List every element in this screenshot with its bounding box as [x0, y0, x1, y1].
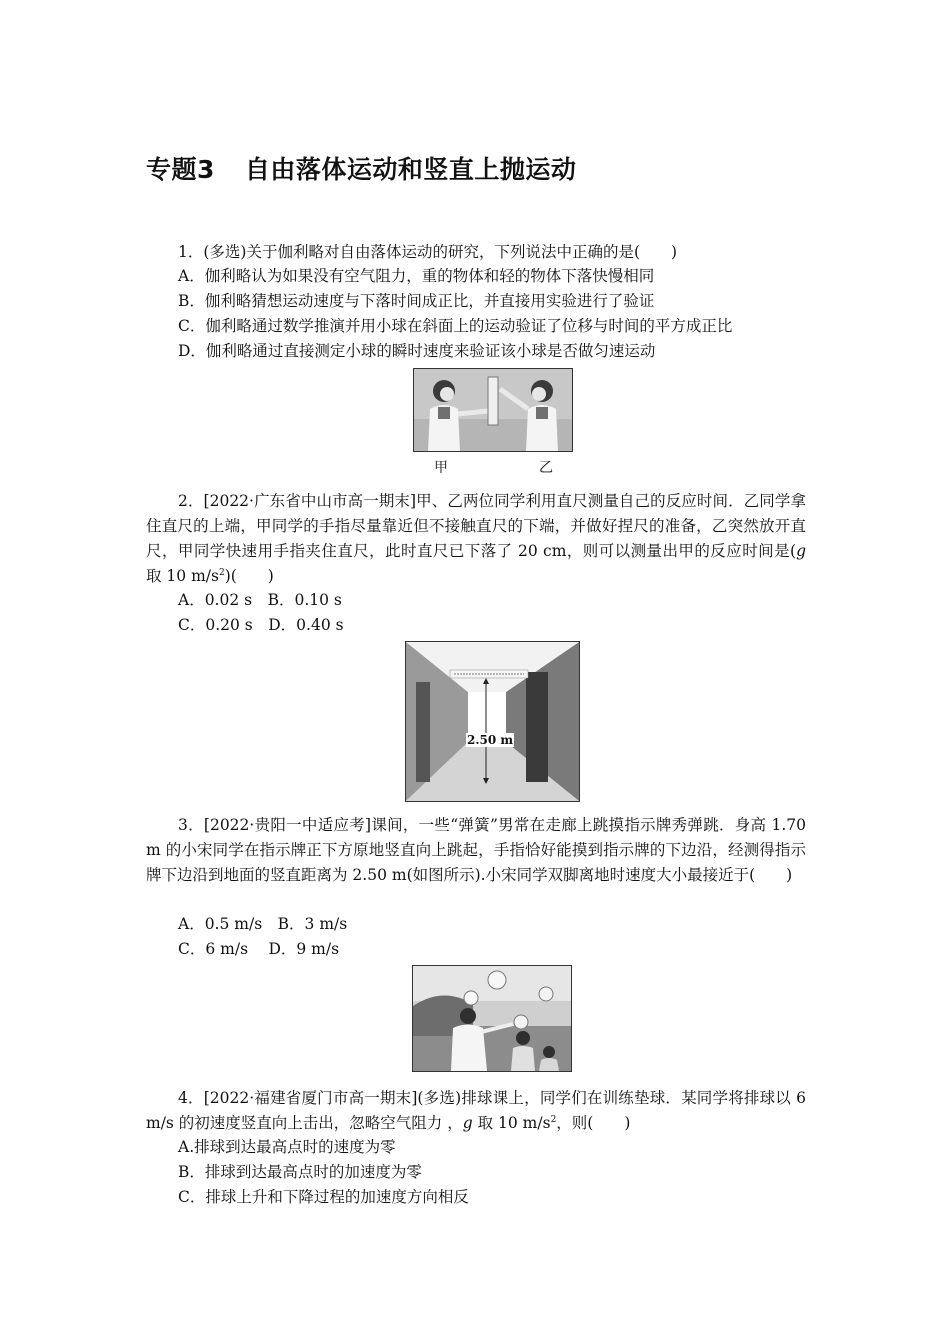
q4-option-c: C．排球上升和下降过程的加速度方向相反 [178, 1188, 469, 1206]
q4-option-b: B．排球到达最高点时的加速度为零 [178, 1163, 422, 1181]
page-title [146, 150, 576, 186]
caption-yi: 乙 [539, 460, 553, 476]
q4-stem [146, 1086, 806, 1136]
topic-number: 专题3 [146, 155, 215, 184]
q4-g-symbol: g [462, 1114, 473, 1132]
q2-exponent: 2 [218, 567, 225, 578]
q1-option-c: C．伽利略通过数学推演并用小球在斜面上的运动验证了位移与时间的平方成正比 [178, 317, 733, 335]
q4-stem-end: ，则( ) [556, 1114, 631, 1132]
q1-option-a: A．伽利略认为如果没有空气阻力，重的物体和轻的物体下落快慢相同 [178, 267, 655, 285]
q4-exponent: 2 [550, 1114, 557, 1125]
volleyball-illustration [413, 966, 571, 1071]
corridor-illustration [406, 642, 579, 801]
ruler-photo-illustration [414, 369, 572, 451]
q2-g-symbol: g [796, 542, 806, 560]
q1-option-d: D．伽利略通过直接测定小球的瞬时速度来验证该小球是否做匀速运动 [178, 342, 656, 360]
figure-corridor-photo [405, 641, 580, 802]
q2-stem-text: 2．[2022·广东省中山市高一期末]甲、乙两位同学利用直尺测量自己的反应时间．乙同学拿住直尺的上端，甲同学的手指尽量靠近但不接触直尺的下端，并做好捏尺的准备，乙突然放开直尺，甲同学快速用手指夹住直尺，此时直尺已下落了 20 cm，则可以测量出甲的反应时间是( [146, 492, 806, 560]
topic-name: 自由落体运动和竖直上抛运动 [244, 155, 577, 184]
height-label: 2.50 m [467, 733, 514, 747]
q4-stem-text: 4．[2022·福建省厦门市高一期末](多选)排球课上，同学们在训练垫球．某同学将排球以 6 m/s 的初速度竖直向上击出，忽略空气阻力 ， [146, 1089, 806, 1132]
figure-volleyball-photo [412, 965, 572, 1072]
q3-stem: 3．[2022·贵阳一中适应考]课间，一些“弹簧”男常在走廊上跳摸指示牌秀弹跳．身高 1.70 m 的小宋同学在指示牌正下方原地竖直向上跳起，手指恰好能摸到指示牌的下边沿，经测得指示牌下边沿到地面的竖直距离为 2.50 m(如图所示).小宋同学双脚离地时速度大小最接近于( ) [146, 816, 806, 884]
q1-stem: 1．(多选)关于伽利略对自由落体运动的研究，下列说法中正确的是( ) [178, 243, 678, 261]
q2-options-cd: C．0.20 s D．0.40 s [178, 616, 344, 634]
caption-jia: 甲 [434, 460, 448, 476]
figure-ruler-photo [413, 368, 573, 452]
q2-g-value: 取 10 m/s [146, 567, 219, 585]
q2-stem-end: )( ) [224, 567, 274, 585]
q2-options-ab: A．0.02 s B．0.10 s [178, 591, 342, 609]
q4-g-value: 取 10 m/s [472, 1114, 551, 1132]
q3-options-ab: A．0.5 m/s B．3 m/s [178, 915, 348, 933]
q2-stem [146, 489, 806, 589]
q1-option-b: B．伽利略猜想运动速度与下落时间成正比，并直接用实验进行了验证 [178, 292, 655, 310]
q3-options-cd: C．6 m/s D．9 m/s [178, 940, 340, 958]
q4-option-a: A.排球到达最高点时的速度为零 [178, 1138, 396, 1156]
